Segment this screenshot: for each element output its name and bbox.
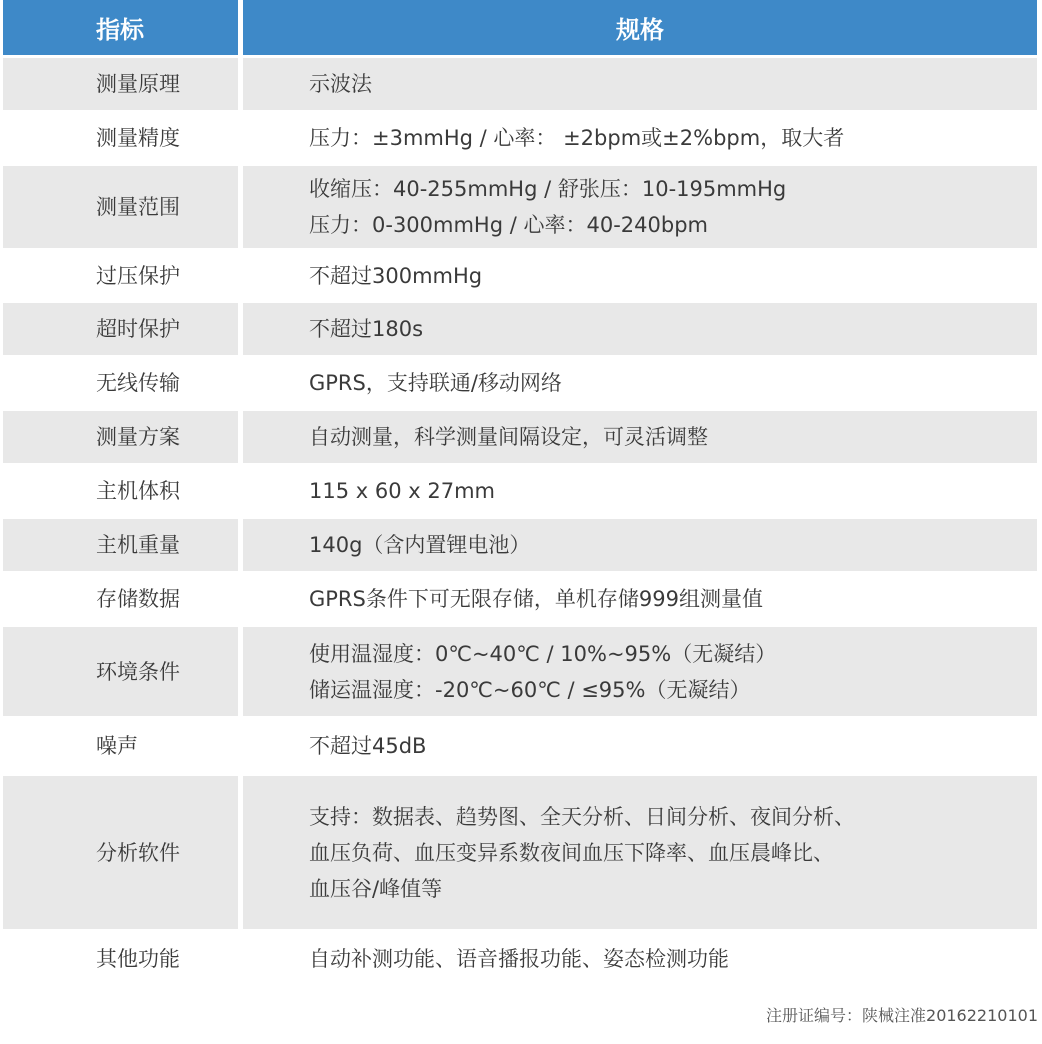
table-header bbox=[3, 0, 1037, 55]
row-label: 其他功能 bbox=[96, 947, 180, 971]
spec-line: 压力：±3mmHg / 心率： ±2bpm或±2%bpm，取大者 bbox=[309, 126, 845, 150]
header-specification: 规格 bbox=[243, 0, 1037, 55]
spec-line: 不超过180s bbox=[309, 317, 424, 341]
table-row bbox=[3, 411, 1037, 463]
table-row bbox=[3, 776, 1037, 929]
row-label: 噪声 bbox=[96, 734, 138, 758]
spec-line: 140g（含内置锂电池） bbox=[309, 533, 531, 557]
row-label: 超时保护 bbox=[3, 303, 238, 355]
row-label: 环境条件 bbox=[3, 627, 238, 716]
row-value bbox=[243, 932, 1037, 986]
table-row bbox=[3, 166, 1037, 248]
table-row bbox=[3, 58, 1037, 110]
table-row bbox=[3, 303, 1037, 355]
row-label: 测量原理 bbox=[3, 58, 238, 110]
table-row bbox=[3, 627, 1037, 716]
spec-line: 储运温湿度：-20℃~60℃ / ≤95%（无凝结） bbox=[309, 677, 751, 702]
spec-line: 血压负荷、血压变异系数夜间血压下降率、血压晨峰比、 bbox=[309, 840, 834, 865]
spec-line: 使用温湿度：0℃~40℃ / 10%~95%（无凝结） bbox=[309, 641, 777, 666]
table-row bbox=[3, 719, 1037, 773]
row-label: 测量范围 bbox=[3, 166, 238, 248]
table-row bbox=[3, 519, 1037, 571]
spec-line: 自动测量，科学测量间隔设定，可灵活调整 bbox=[309, 425, 708, 449]
row-value bbox=[243, 776, 1037, 929]
row-label: 存储数据 bbox=[96, 587, 180, 611]
spec-line: 自动补测功能、语音播报功能、姿态检测功能 bbox=[309, 947, 729, 971]
row-value bbox=[243, 251, 1037, 300]
table-row bbox=[3, 932, 1037, 986]
row-value bbox=[243, 519, 1037, 571]
spec-table bbox=[3, 0, 1037, 989]
row-value bbox=[243, 58, 1037, 110]
row-value bbox=[243, 627, 1037, 716]
row-value bbox=[243, 358, 1037, 408]
row-label: 过压保护 bbox=[96, 263, 180, 288]
row-label: 无线传输 bbox=[96, 371, 180, 395]
header-indicator: 指标 bbox=[3, 0, 238, 55]
row-value bbox=[243, 411, 1037, 463]
row-value bbox=[243, 303, 1037, 355]
table-row bbox=[3, 358, 1037, 408]
table-row bbox=[3, 113, 1037, 163]
table-row bbox=[3, 466, 1037, 516]
spec-line: 不超过300mmHg bbox=[309, 263, 483, 288]
row-label: 测量精度 bbox=[96, 126, 180, 150]
row-value bbox=[243, 113, 1037, 163]
spec-line: 115 x 60 x 27mm bbox=[309, 479, 495, 503]
row-label: 主机体积 bbox=[96, 479, 180, 503]
spec-line: 收缩压：40-255mmHg / 舒张压：10-195mmHg bbox=[309, 177, 787, 201]
spec-line: 压力：0-300mmHg / 心率：40-240bpm bbox=[309, 213, 708, 237]
spec-line: 支持：数据表、趋势图、全天分析、日间分析、夜间分析、 bbox=[309, 804, 855, 829]
row-value bbox=[243, 466, 1037, 516]
row-value bbox=[243, 719, 1037, 773]
registration-number: 注册证编号：陕械注准20162210101 bbox=[766, 1006, 1038, 1025]
spec-line: 不超过45dB bbox=[309, 734, 427, 758]
spec-line: GPRS，支持联通/移动网络 bbox=[309, 371, 562, 395]
row-label: 测量方案 bbox=[3, 411, 238, 463]
spec-line: GPRS条件下可无限存储，单机存储999组测量值 bbox=[309, 587, 763, 611]
row-value bbox=[243, 574, 1037, 624]
spec-line: 血压谷/峰值等 bbox=[309, 876, 443, 901]
row-label: 分析软件 bbox=[3, 776, 238, 929]
row-value bbox=[243, 166, 1037, 248]
table-row bbox=[3, 574, 1037, 624]
spec-line: 示波法 bbox=[309, 72, 372, 96]
table-row bbox=[3, 251, 1037, 300]
row-label: 主机重量 bbox=[3, 519, 238, 571]
